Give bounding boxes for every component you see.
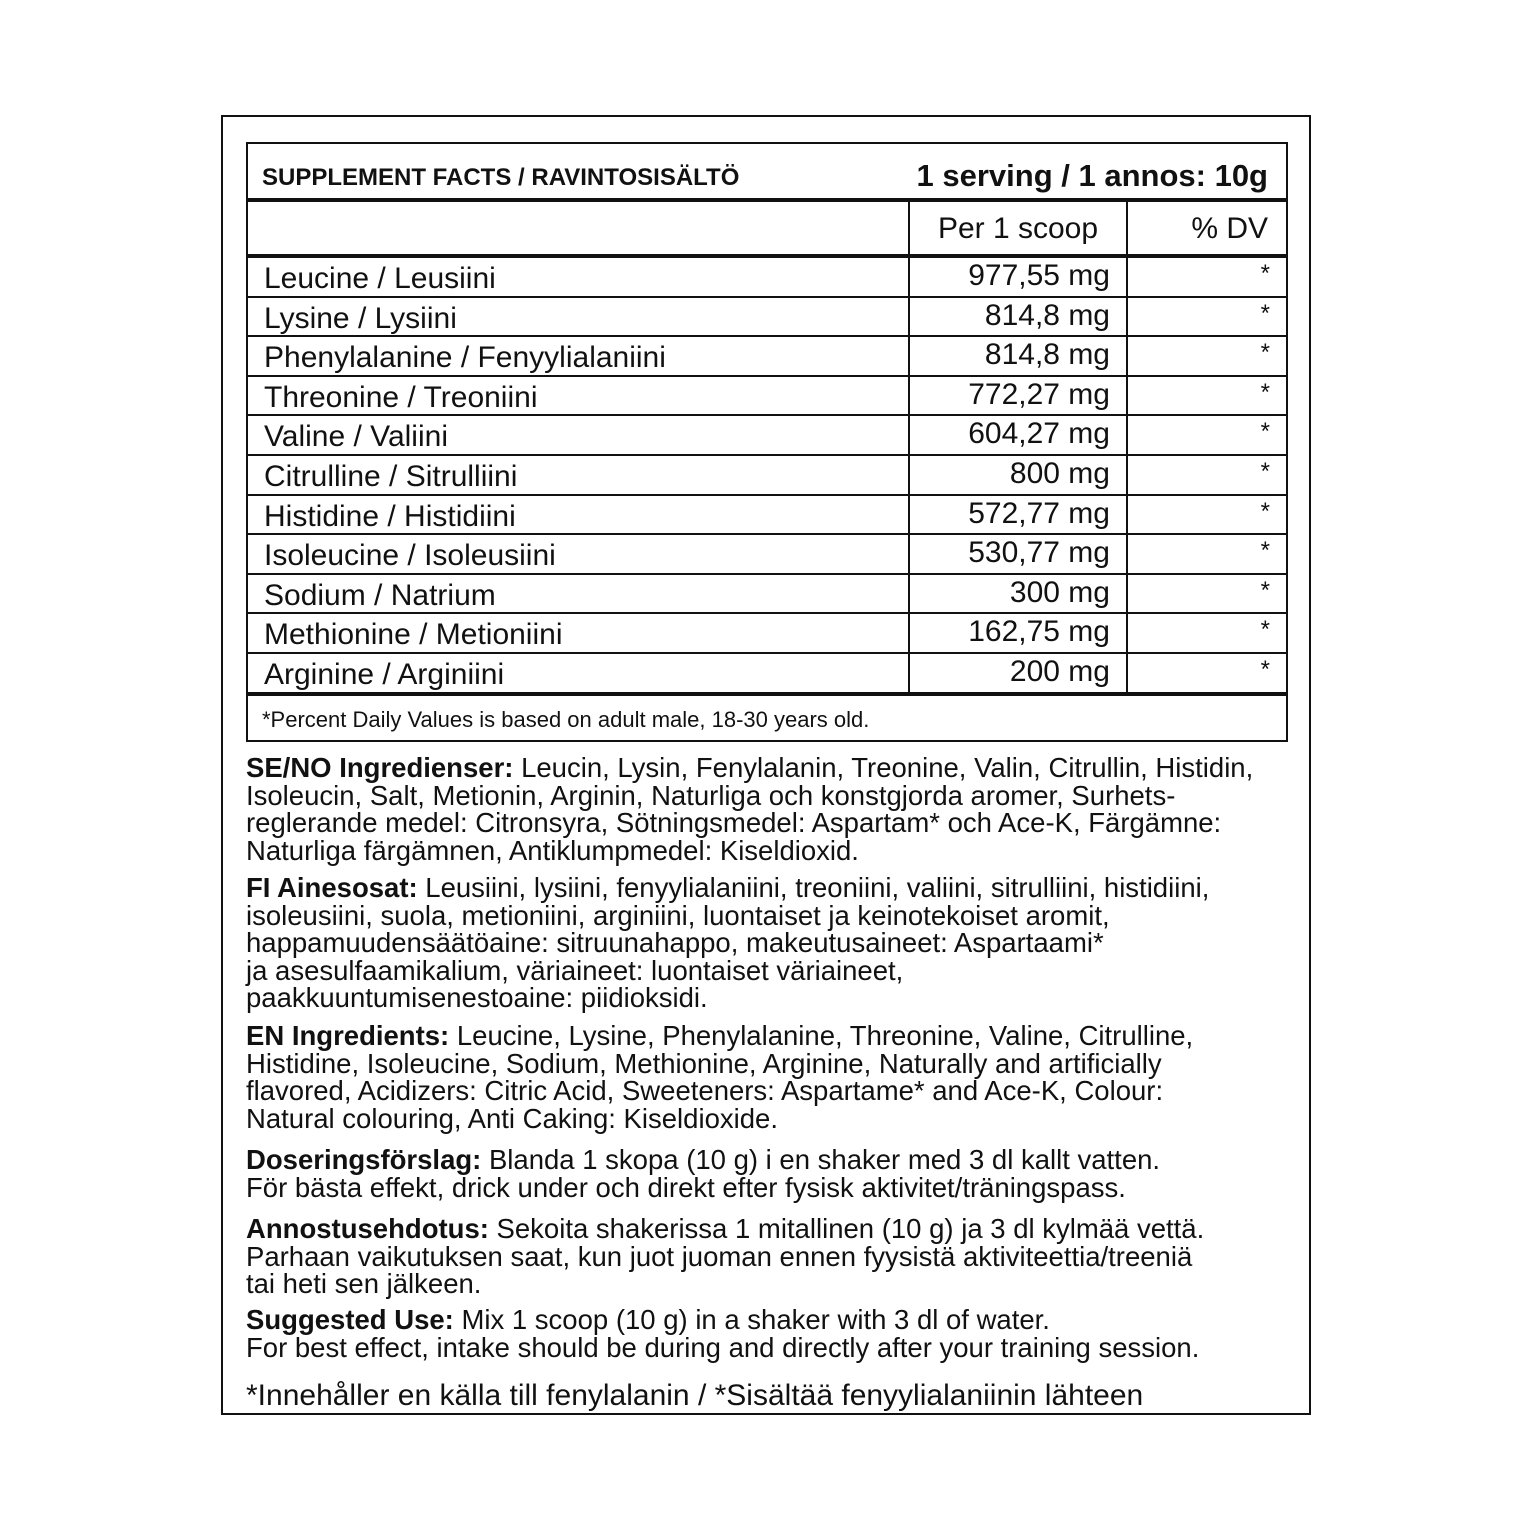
nutrient-amount: 200 mg	[908, 654, 1128, 692]
nutrient-dv: *	[1260, 418, 1270, 446]
section-text: Sekoita shakerissa 1 mitallinen (10 g) ja 3 dl kylmää vettä.	[488, 1213, 1205, 1244]
nutrient-dv: *	[1260, 457, 1270, 485]
phenylalanine-note: *Innehåller en källa till fenylalanin / *Sisältää fenyylialaniinin lähteen	[246, 1379, 1144, 1412]
text-line: Natural colouring, Anti Caking: Kiseldioxide.	[246, 1102, 778, 1134]
text-line	[246, 874, 1306, 902]
table-row	[248, 614, 1286, 654]
text-line	[246, 1022, 1306, 1050]
text-line: tai heti sen jälkeen.	[246, 1268, 482, 1299]
supplement-facts-table	[246, 142, 1288, 742]
section-label: Doseringsförslag:	[246, 1144, 482, 1175]
nutrient-name: Citrulline / Sitrulliini	[264, 459, 518, 493]
serving-size: 1 serving / 1 annos: 10g	[916, 158, 1268, 193]
nutrient-rows	[248, 258, 1286, 696]
section-text: Blanda 1 skopa (10 g) i en shaker med 3 dl kallt vatten.	[481, 1144, 1161, 1175]
nutrient-dv: *	[1260, 616, 1270, 644]
dosage-fi	[246, 1215, 1306, 1298]
nutrient-amount: 300 mg	[908, 575, 1128, 613]
table-row	[248, 377, 1286, 417]
nutrient-dv: *	[1260, 537, 1270, 565]
column-header-dv: % DV	[1191, 212, 1268, 245]
nutrient-name: Arginine / Arginiini	[264, 657, 505, 691]
dosage-se	[246, 1146, 1306, 1201]
table-row	[248, 575, 1286, 615]
nutrient-amount: 800 mg	[908, 456, 1128, 494]
nutrient-dv: *	[1260, 260, 1270, 287]
nutrient-dv: *	[1260, 655, 1270, 683]
column-header-amount: Per 1 scoop	[908, 202, 1128, 254]
text-line: Naturliga färgämnen, Antiklumpmedel: Kiseldioxid.	[246, 834, 859, 866]
nutrient-dv: *	[1260, 339, 1270, 367]
text-line: Parhaan vaikutuksen saat, kun juot juoman ennen fyysistä aktiviteettia/treeniä	[246, 1240, 1193, 1272]
section-label: FI Ainesosat:	[246, 872, 418, 903]
nutrient-amount: 772,27 mg	[908, 377, 1128, 415]
table-row	[248, 496, 1286, 536]
nutrient-name: Sodium / Natrium	[264, 578, 496, 612]
nutrient-name: Leucine / Leusiini	[264, 262, 496, 295]
text-line	[246, 754, 1306, 782]
table-row	[248, 298, 1286, 338]
nutrient-name: Lysine / Lysiini	[264, 301, 457, 335]
section-text: Mix 1 scoop (10 g) in a shaker with 3 dl of water.	[453, 1304, 1050, 1335]
nutrient-amount: 162,75 mg	[908, 614, 1128, 652]
table-row	[248, 654, 1286, 696]
section-label: SE/NO Ingredienser:	[246, 752, 514, 783]
dv-footnote: *Percent Daily Values is based on adult male, 18-30 years old.	[262, 707, 870, 732]
nutrient-amount: 814,8 mg	[908, 298, 1128, 336]
section-label: EN Ingredients:	[246, 1020, 450, 1051]
facts-header	[248, 144, 1286, 202]
text-line: Isoleucin, Salt, Metionin, Arginin, Naturliga och konstgjorda aromer, Surhets-	[246, 779, 1176, 811]
nutrient-name: Histidine / Histidiini	[264, 499, 516, 533]
section-text: Leusiini, lysiini, fenyylialaniini, treoniini, valiini, sitrulliini, histidiini,	[417, 872, 1210, 903]
column-header-row	[248, 202, 1286, 258]
nutrient-dv: *	[1260, 497, 1270, 525]
dosage-en	[246, 1306, 1306, 1361]
facts-title: SUPPLEMENT FACTS / RAVINTOSISÄLTÖ	[262, 164, 740, 191]
ingredients-en	[246, 1022, 1306, 1132]
text-line	[246, 1215, 1306, 1243]
text-line: happamuudensäätöaine: sitruunahappo, makeutusaineet: Aspartaami*	[246, 927, 1104, 958]
nutrient-amount: 977,55 mg	[908, 258, 1128, 296]
nutrient-name: Valine / Valiini	[264, 420, 448, 454]
nutrient-name: Methionine / Metioniini	[264, 618, 563, 652]
table-row	[248, 416, 1286, 456]
section-text: Leucin, Lysin, Fenylalanin, Treonine, Valin, Citrullin, Histidin,	[513, 752, 1254, 783]
nutrient-amount: 530,77 mg	[908, 535, 1128, 573]
table-row	[248, 535, 1286, 575]
table-row	[248, 337, 1286, 377]
text-line: paakkuuntumisenestoaine: piidioksidi.	[246, 982, 708, 1013]
text-line: reglerande medel: Citronsyra, Sötningsmedel: Aspartam* och Ace-K, Färgämne:	[246, 807, 1222, 838]
nutrient-amount: 604,27 mg	[908, 416, 1128, 454]
text-line: flavored, Acidizers: Citric Acid, Sweeteners: Aspartame* and Ace-K, Colour:	[246, 1075, 1164, 1106]
nutrient-amount: 814,8 mg	[908, 337, 1128, 375]
text-line: isoleusiini, suola, metioniini, arginiini, luontaiset ja keinotekoiset aromit,	[246, 899, 1110, 931]
text-line	[246, 1306, 1306, 1334]
nutrient-name: Isoleucine / Isoleusiini	[264, 539, 556, 573]
nutrient-name: Threonine / Treoniini	[264, 380, 538, 414]
ingredients-se-no	[246, 754, 1306, 864]
nutrient-dv: *	[1260, 299, 1270, 327]
text-line: Histidine, Isoleucine, Sodium, Methionine, Arginine, Naturally and artificially	[246, 1047, 1162, 1079]
nutrient-amount: 572,77 mg	[908, 496, 1128, 534]
ingredients-fi	[246, 874, 1306, 1012]
table-row	[248, 258, 1286, 298]
text-line: För bästa effekt, drick under och direkt efter fysisk aktivitet/träningspass.	[246, 1171, 1126, 1203]
section-label: Annostusehdotus:	[246, 1213, 489, 1244]
text-line	[246, 1146, 1306, 1174]
text-line: ja asesulfaamikalium, väriaineet: luontaiset väriaineet,	[246, 954, 904, 986]
section-text: Leucine, Lysine, Phenylalanine, Threonine, Valine, Citrulline,	[449, 1020, 1194, 1051]
nutrient-dv: *	[1260, 378, 1270, 406]
nutrient-dv: *	[1260, 576, 1270, 604]
text-line: For best effect, intake should be during and directly after your training session.	[246, 1331, 1200, 1363]
section-label: Suggested Use:	[246, 1304, 454, 1335]
nutrient-name: Phenylalanine / Fenyylialaniini	[264, 341, 666, 375]
table-row	[248, 456, 1286, 496]
